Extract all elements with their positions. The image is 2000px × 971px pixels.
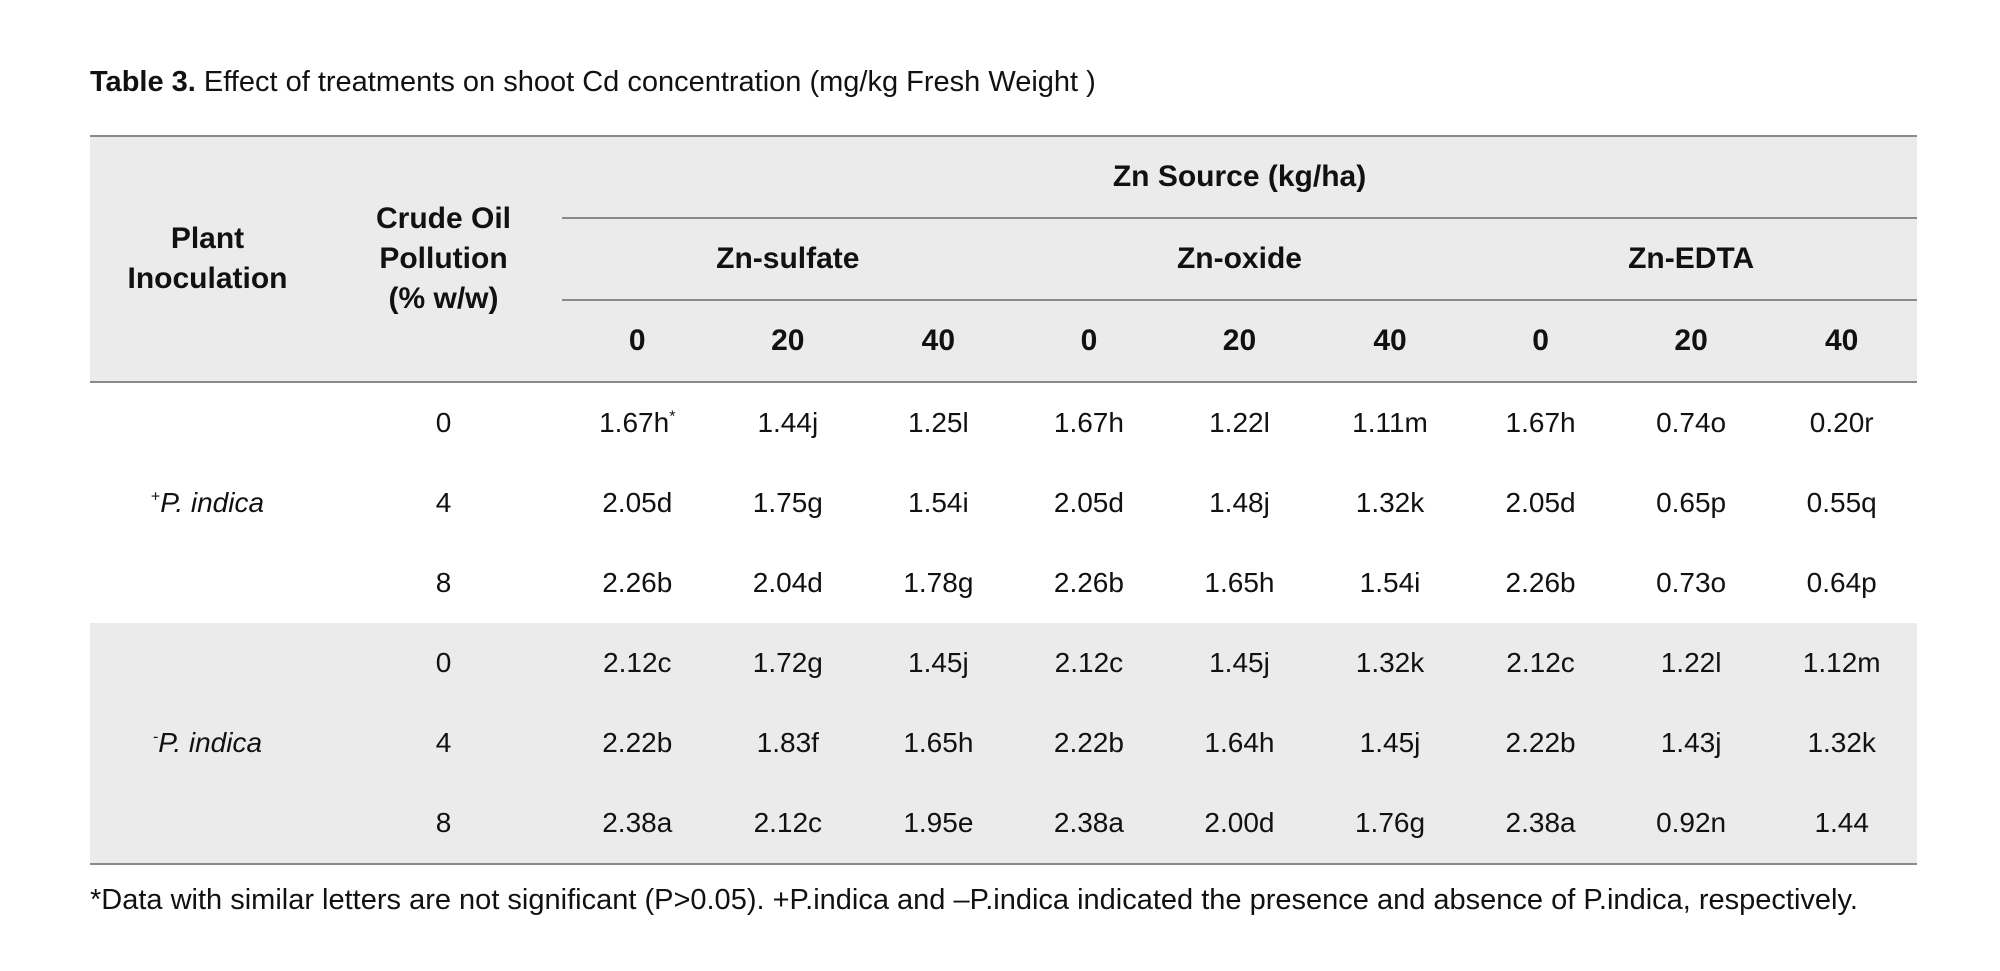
- header-zn-source: Zn Source (kg/ha): [562, 136, 1917, 218]
- value-cell: 1.76g: [1354, 807, 1426, 838]
- header-rate: 20: [771, 324, 805, 357]
- value-cell: 1.95e: [903, 807, 974, 838]
- table-header: [90, 136, 1917, 382]
- value-cell: 1.32k: [1355, 487, 1425, 518]
- oil-level-cell: 4: [435, 487, 452, 518]
- value-cell: 2.12c: [753, 807, 823, 838]
- value-cell: 1.72g: [752, 647, 823, 678]
- value-cell: 1.65h: [1204, 567, 1275, 598]
- table-row: [90, 783, 1917, 864]
- oil-level-cell: 8: [435, 807, 452, 838]
- table-caption-label: Table 3.: [90, 66, 196, 98]
- value-cell: 0.64p: [1806, 567, 1877, 598]
- group-plus-p-indica: [90, 382, 1917, 623]
- value-cell: 1.32k: [1355, 647, 1425, 678]
- value-cell: 1.45j: [908, 647, 969, 678]
- value-cell: 2.12c: [1054, 647, 1124, 678]
- value-cell: 0.65p: [1656, 487, 1727, 518]
- header-zn-edta: Zn-EDTA: [1465, 218, 1917, 300]
- table-row: [90, 382, 1917, 463]
- value-cell: 2.26b: [602, 567, 673, 598]
- header-rate: 20: [1674, 324, 1708, 357]
- significance-mark: *: [669, 408, 676, 426]
- table-caption: [90, 62, 1096, 102]
- value-cell: 1.75g: [752, 487, 823, 518]
- value-cell: 1.11m: [1352, 407, 1428, 438]
- table-row: [90, 623, 1917, 703]
- header-zn-oxide: Zn-oxide: [1014, 218, 1466, 300]
- value-cell: 1.48j: [1209, 487, 1270, 518]
- header-rate: 20: [1222, 324, 1257, 357]
- value-cell: 1.83f: [756, 727, 819, 758]
- value-cell: 2.26b: [1053, 567, 1124, 598]
- value-cell: 2.12c: [603, 647, 672, 678]
- value-cell: 1.45j: [1359, 727, 1421, 758]
- inoculation-sign: -: [152, 728, 159, 746]
- value-cell: 1.45j: [1209, 647, 1270, 678]
- value-cell: 1.25l: [908, 407, 969, 438]
- inoculation-sign: +: [150, 488, 161, 506]
- group-minus-p-indica: [90, 623, 1917, 864]
- cd-concentration-table: [90, 135, 1917, 865]
- header-plant-line2: Inoculation: [127, 262, 288, 295]
- value-cell: 1.54i: [1359, 567, 1421, 598]
- value-cell: 1.44: [1814, 807, 1869, 838]
- header-rate: 0: [628, 324, 646, 357]
- value-cell: 1.22l: [1209, 407, 1270, 438]
- oil-level-cell: 0: [435, 407, 452, 438]
- header-oil-line2: Pollution: [379, 242, 508, 275]
- value-cell: 2.05d: [1053, 487, 1124, 518]
- value-cell: 1.44j: [757, 407, 819, 438]
- header-oil-line1: Crude Oil: [375, 202, 511, 235]
- value-cell: 0.92n: [1656, 807, 1727, 838]
- oil-level-cell: 8: [435, 567, 452, 598]
- value-cell: 1.54i: [908, 487, 969, 518]
- oil-level-cell: 0: [435, 647, 452, 678]
- header-rate: 0: [1532, 324, 1549, 357]
- header-oil-line3: (% w/w): [388, 282, 499, 315]
- value-cell: 1.65h: [903, 727, 974, 758]
- header-rate: 40: [921, 324, 956, 357]
- table-row: [90, 543, 1917, 623]
- value-cell: 1.43j: [1660, 727, 1722, 758]
- value-cell: 0.20r: [1809, 407, 1874, 438]
- value-cell: 2.05d: [602, 487, 673, 518]
- table-footnote: *Data with similar letters are not significant (P>0.05). +P.indica and –P.indica indicated the presence and absence of P.indica, respectively.: [90, 884, 1858, 916]
- value-cell: 1.22l: [1660, 647, 1722, 678]
- value-cell: 2.38a: [1053, 807, 1124, 838]
- value-text: 1.67h: [599, 407, 670, 438]
- value-cell: [562, 382, 713, 463]
- value-cell: 2.38a: [1505, 807, 1576, 838]
- value-cell: 2.22b: [602, 727, 673, 758]
- value-cell: 2.12c: [1506, 647, 1575, 678]
- value-cell: 1.12m: [1802, 647, 1881, 678]
- value-cell: 0.55q: [1806, 487, 1877, 518]
- value-cell: 0.74o: [1656, 407, 1727, 438]
- oil-level-cell: 4: [435, 727, 452, 758]
- value-cell: 1.67h: [1505, 407, 1576, 438]
- value-cell: 0.73o: [1656, 567, 1727, 598]
- header-rate: 0: [1080, 324, 1098, 357]
- value-cell: 2.38a: [602, 807, 673, 838]
- value-cell: 2.05d: [1505, 487, 1576, 518]
- value-cell: 1.64h: [1204, 727, 1275, 758]
- value-cell: 2.22b: [1505, 727, 1576, 758]
- value-cell: 2.22b: [1053, 727, 1124, 758]
- inoculation-name: P. indica: [160, 487, 265, 518]
- value-cell: 2.04d: [752, 567, 823, 598]
- value-cell: 1.67h: [1053, 407, 1124, 438]
- value-cell: 2.00d: [1204, 807, 1275, 838]
- header-rate: 40: [1373, 324, 1407, 357]
- table-row: [90, 463, 1917, 543]
- inoculation-name: P. indica: [158, 727, 263, 758]
- value-cell: 1.32k: [1807, 727, 1876, 758]
- table-caption-text: Effect of treatments on shoot Cd concentration (mg/kg Fresh Weight ): [195, 66, 1096, 98]
- header-crude-oil-pollution: [325, 136, 562, 382]
- inoculation-label: [90, 623, 325, 864]
- table-row: [90, 703, 1917, 783]
- inoculation-label: [90, 382, 325, 623]
- header-zn-sulfate: Zn-sulfate: [562, 218, 1014, 300]
- value-cell: 2.26b: [1505, 567, 1576, 598]
- header-plant-inoculation: [90, 136, 325, 382]
- header-plant-line1: Plant: [170, 222, 245, 255]
- value-cell: 1.78g: [903, 567, 974, 598]
- header-rate: 40: [1825, 324, 1859, 357]
